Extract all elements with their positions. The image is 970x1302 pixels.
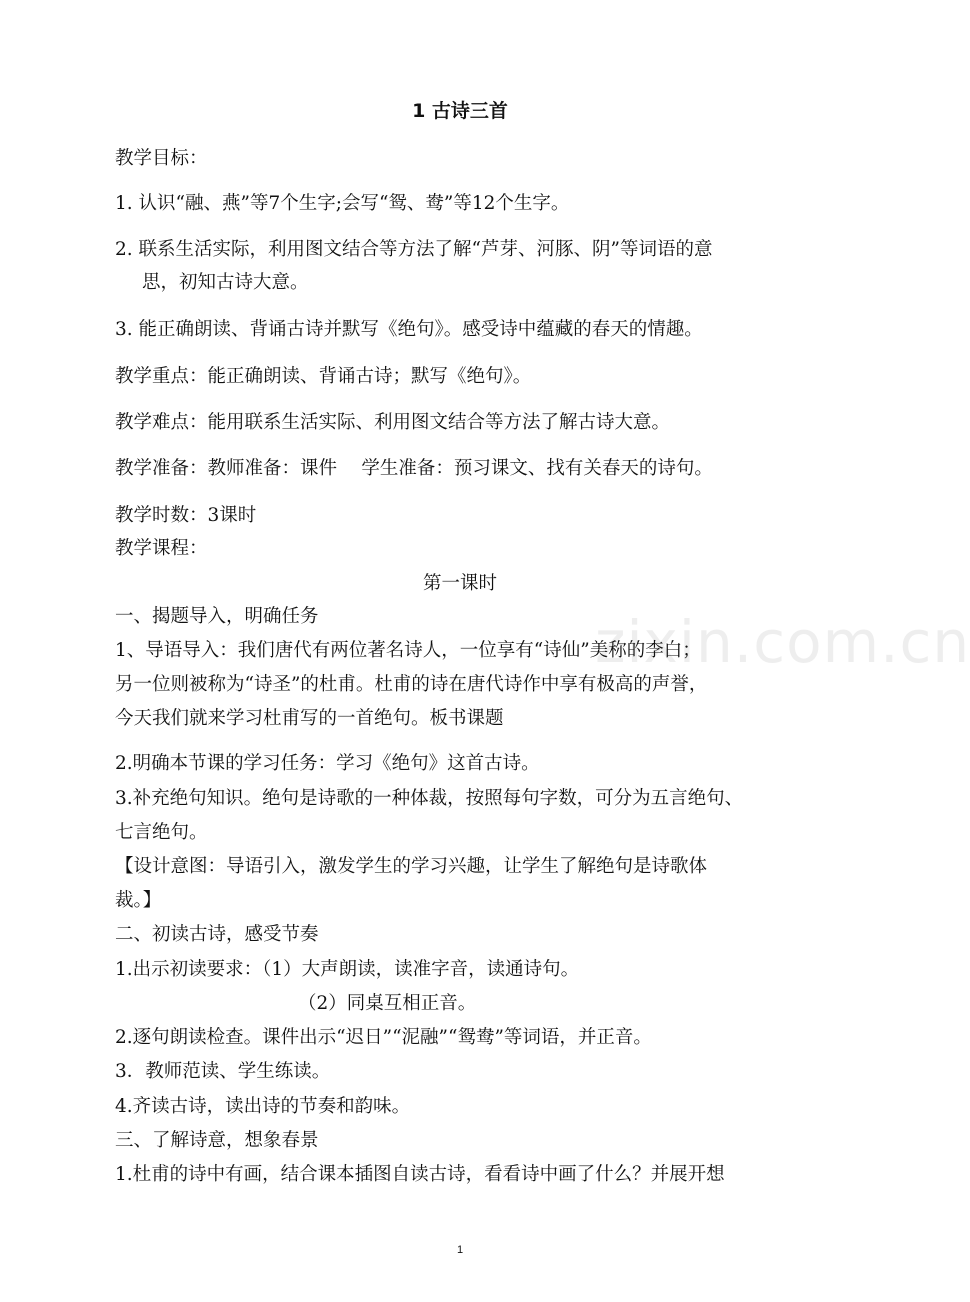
paragraph-line: 1.杜甫的诗中有画，结合课本插图自读古诗，看看诗中画了什么？并展开想 (115, 1164, 725, 1185)
key-point: 教学重点：能正确朗读、背诵古诗；默写《绝句》。 (115, 366, 532, 387)
paragraph-line: （2）同桌互相正音。 (298, 993, 477, 1014)
section-2-heading: 二、初读古诗，感受节奏 (115, 924, 319, 945)
paragraph-line: 4.齐读古诗，读出诗的节奏和韵味。 (115, 1096, 411, 1117)
paragraph-line: 2.明确本节课的学习任务：学习《绝句》这首古诗。 (115, 753, 540, 774)
design-intent: 【设计意图：导语引入，激发学生的学习兴趣，让学生了解绝句是诗歌体 (115, 856, 708, 877)
preparation: 教学准备：教师准备：课件 学生准备：预习课文、找有关春天的诗句。 (115, 458, 713, 479)
document-title: 1 古诗三首 (412, 100, 508, 122)
watermark: zixin.com.cn (595, 608, 970, 676)
objective-2: 2. 联系生活实际，利用图文结合等方法了解“芦芽、河豚、阴”等词语的意 (115, 239, 713, 260)
page-number: 1 (456, 1244, 464, 1256)
paragraph-line: 1、导语导入：我们唐代有两位著名诗人，一位享有“诗仙”美称的李白； (115, 640, 701, 661)
teaching-hours: 教学时数：3课时 (115, 505, 257, 526)
section-1-heading: 一、揭题导入，明确任务 (115, 606, 319, 627)
section-3-heading: 三、了解诗意，想象春景 (115, 1130, 319, 1151)
paragraph-line: 七言绝句。 (115, 822, 208, 843)
objective-3: 3. 能正确朗读、背诵古诗并默写《绝句》。感受诗中蕴藏的春天的情趣。 (115, 319, 703, 340)
paragraph-line: 3.补充绝句知识。绝句是诗歌的一种体裁，按照每句字数，可分为五言绝句、 (115, 788, 744, 809)
paragraph-line: 2.逐句朗读检查。课件出示“迟日”“泥融”“鸳鸯”等词语，并正音。 (115, 1027, 652, 1048)
paragraph-line: 今天我们就来学习杜甫写的一首绝句。板书课题 (115, 708, 504, 729)
paragraph-line: 1.出示初读要求：（1）大声朗读，读准字音，读通诗句。 (115, 959, 580, 980)
process-heading: 教学课程： (115, 538, 208, 559)
paragraph-line: 3．教师范读、学生练读。 (115, 1061, 331, 1082)
objective-1: 1. 认识“融、燕”等7个生字;会写“鸳、鸯”等12个生字。 (115, 193, 570, 214)
lesson-title: 第一课时 (422, 573, 497, 594)
objective-2-continued: 思，初知古诗大意。 (142, 272, 309, 293)
paragraph-line: 另一位则被称为“诗圣”的杜甫。杜甫的诗在唐代诗作中享有极高的声誉， (115, 674, 708, 695)
design-intent-continued: 裁。】 (115, 890, 162, 911)
difficulty: 教学难点：能用联系生活实际、利用图文结合等方法了解古诗大意。 (115, 412, 671, 433)
objectives-heading: 教学目标： (115, 148, 208, 169)
